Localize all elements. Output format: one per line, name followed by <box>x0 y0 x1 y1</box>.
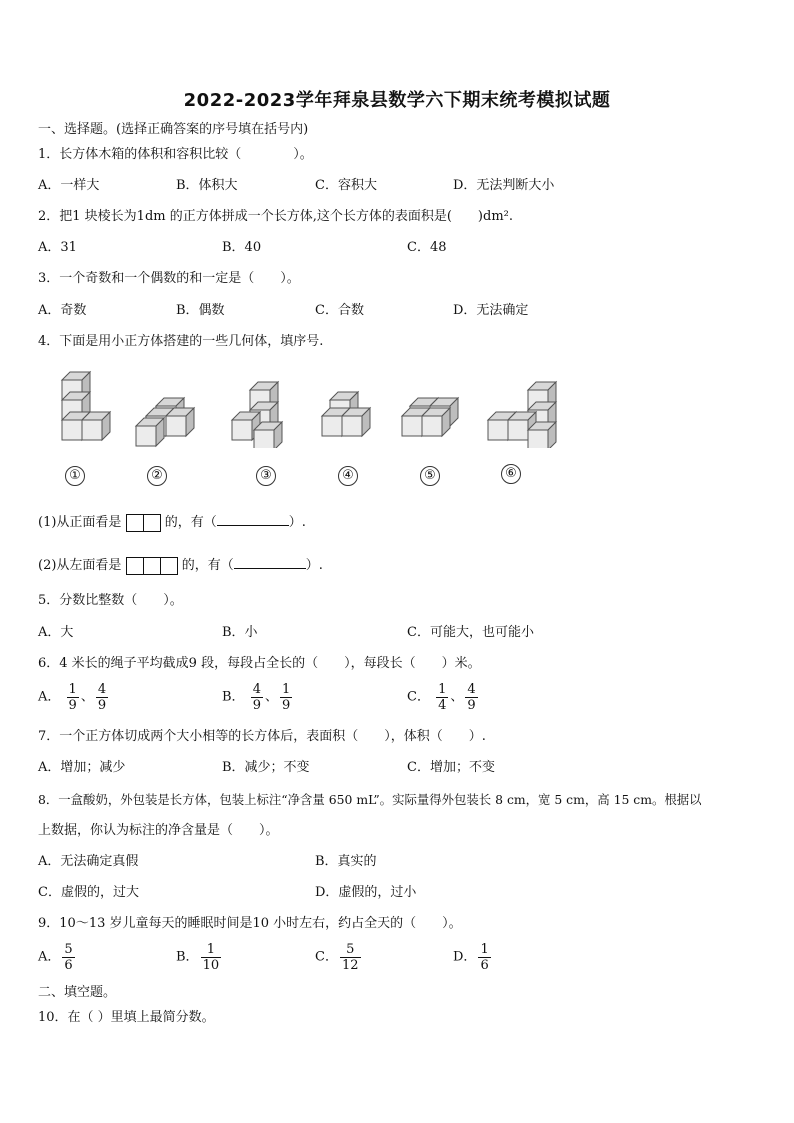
q9-option-a: A． $\frac{5}{6}$ <box>38 942 73 973</box>
q1-option-b: B．体积大 <box>176 178 238 193</box>
figure-2 <box>136 398 194 446</box>
front-view-two-squares <box>126 514 161 532</box>
q8-option-a: A．无法确定真假 <box>38 854 139 869</box>
question-5: 5．分数比整数（ ）。 <box>38 593 183 608</box>
section-choice-heading: 一、选择题。(选择正确答案的序号填在括号内) <box>38 122 309 137</box>
question-4-part-1 <box>38 513 306 532</box>
figure-label-6: ⑥ <box>501 464 521 484</box>
figure-1 <box>62 372 110 440</box>
q5-option-c: C．可能大，也可能小 <box>407 625 534 640</box>
question-4: 4．下面是用小正方体搭建的一些几何体，填序号. <box>38 334 324 349</box>
q6-b-frac-1: $\frac{4}{9}$ <box>252 682 261 713</box>
q6-option-c: C． $\frac{1}{4}$ 、 $\frac{4}{9}$ <box>407 682 476 713</box>
q1-option-c: C．容积大 <box>315 178 377 193</box>
figure-6 <box>488 382 556 448</box>
question-9: 9．10～13 岁儿童每天的睡眠时间是10 小时左右，约占全天的（ ）。 <box>38 916 462 931</box>
q1-option-a: A．一样大 <box>38 178 100 193</box>
figure-label-4: ④ <box>338 466 358 486</box>
q5-option-b: B．小 <box>222 625 258 640</box>
figure-label-2: ② <box>147 466 167 486</box>
q6-c-frac-1: $\frac{1}{4}$ <box>438 682 447 713</box>
q3-option-d: D．无法确定 <box>453 303 529 318</box>
q6-b-frac-2: $\frac{1}{9}$ <box>282 682 291 713</box>
question-4-part-2 <box>38 556 323 575</box>
section-fill-heading: 二、填空题。 <box>38 985 117 1000</box>
figure-5 <box>402 398 458 436</box>
question-2: 2．把1 块棱长为1dm 的正方体拼成一个长方体,这个长方体的表面积是( )dm². <box>38 209 513 224</box>
q9-option-d: D． $\frac{1}{6}$ <box>453 942 489 973</box>
q3-option-b: B．偶数 <box>176 303 225 318</box>
left-view-three-squares <box>126 557 178 575</box>
q8-option-b: B．真实的 <box>315 854 377 869</box>
question-8-line-1: 8．一盒酸奶，外包装是长方体，包装上标注“净含量 650 mL”。实际量得外包装长 8 cm，宽 5 cm，高 15 cm。根据以 <box>38 792 702 807</box>
q4-sub1-prefix: (1)从正面看是 <box>38 515 122 530</box>
q6-a-frac-1: $\frac{1}{9}$ <box>68 682 77 713</box>
page-title: 2022-2023学年拜泉县数学六下期末统考模拟试题 <box>183 90 611 111</box>
q2-option-c: C．48 <box>407 240 447 255</box>
question-6: 6．4 米长的绳子平均截成9 段，每段占全长的（ ），每段长（ ）米。 <box>38 656 481 671</box>
q9-option-c: C． $\frac{5}{12}$ <box>315 942 359 973</box>
q4-sub1-end: ）. <box>288 515 306 530</box>
question-3: 3．一个奇数和一个偶数的和一定是（ ）。 <box>38 271 300 286</box>
q4-sub1-answer-blank[interactable] <box>217 513 289 526</box>
q2-option-a: A．31 <box>38 240 77 255</box>
q7-option-c: C．增加；不变 <box>407 760 495 775</box>
q1-option-d: D．无法判断大小 <box>453 178 555 193</box>
figure-label-3: ③ <box>256 466 276 486</box>
question-8-line-2: 上数据，你认为标注的净含量是（ ）。 <box>38 823 279 838</box>
q7-option-a: A．增加；减少 <box>38 760 126 775</box>
question-10: 10．在（ ）里填上最简分数。 <box>38 1010 215 1025</box>
q6-a-frac-2: $\frac{4}{9}$ <box>97 682 107 713</box>
q4-sub2-end: ）. <box>305 558 323 573</box>
q4-sub2-answer-blank[interactable] <box>234 556 306 569</box>
q9-option-b: B． $\frac{1}{10}$ <box>176 942 220 973</box>
q6-option-a: A． $\frac{1}{9}$ 、 $\frac{4}{9}$ <box>38 682 107 713</box>
q8-option-c: C．虚假的，过大 <box>38 885 139 900</box>
cube-figures-drawing <box>38 368 578 448</box>
figure-label-5: ⑤ <box>420 466 440 486</box>
q6-option-b: B． $\frac{4}{9}$ 、 $\frac{1}{9}$ <box>222 682 291 713</box>
figure-label-1: ① <box>65 466 85 486</box>
q3-option-c: C．合数 <box>315 303 364 318</box>
q7-option-b: B．减少；不变 <box>222 760 310 775</box>
question-7: 7．一个正方体切成两个大小相等的长方体后，表面积（ ），体积（ ）. <box>38 729 486 744</box>
q4-sub2-prefix: (2)从左面看是 <box>38 558 122 573</box>
question-1: 1．长方体木箱的体积和容积比较（ ）。 <box>38 147 313 162</box>
q4-sub1-middle: 的，有（ <box>164 515 217 530</box>
q4-sub2-middle: 的，有（ <box>181 558 234 573</box>
figure-4 <box>322 392 370 436</box>
figure-3 <box>232 382 282 448</box>
q2-option-b: B．40 <box>222 240 262 255</box>
q3-option-a: A．奇数 <box>38 303 87 318</box>
q6-c-frac-2: $\frac{4}{9}$ <box>467 682 476 713</box>
q5-option-a: A．大 <box>38 625 74 640</box>
q8-option-d: D．虚假的，过小 <box>315 885 417 900</box>
